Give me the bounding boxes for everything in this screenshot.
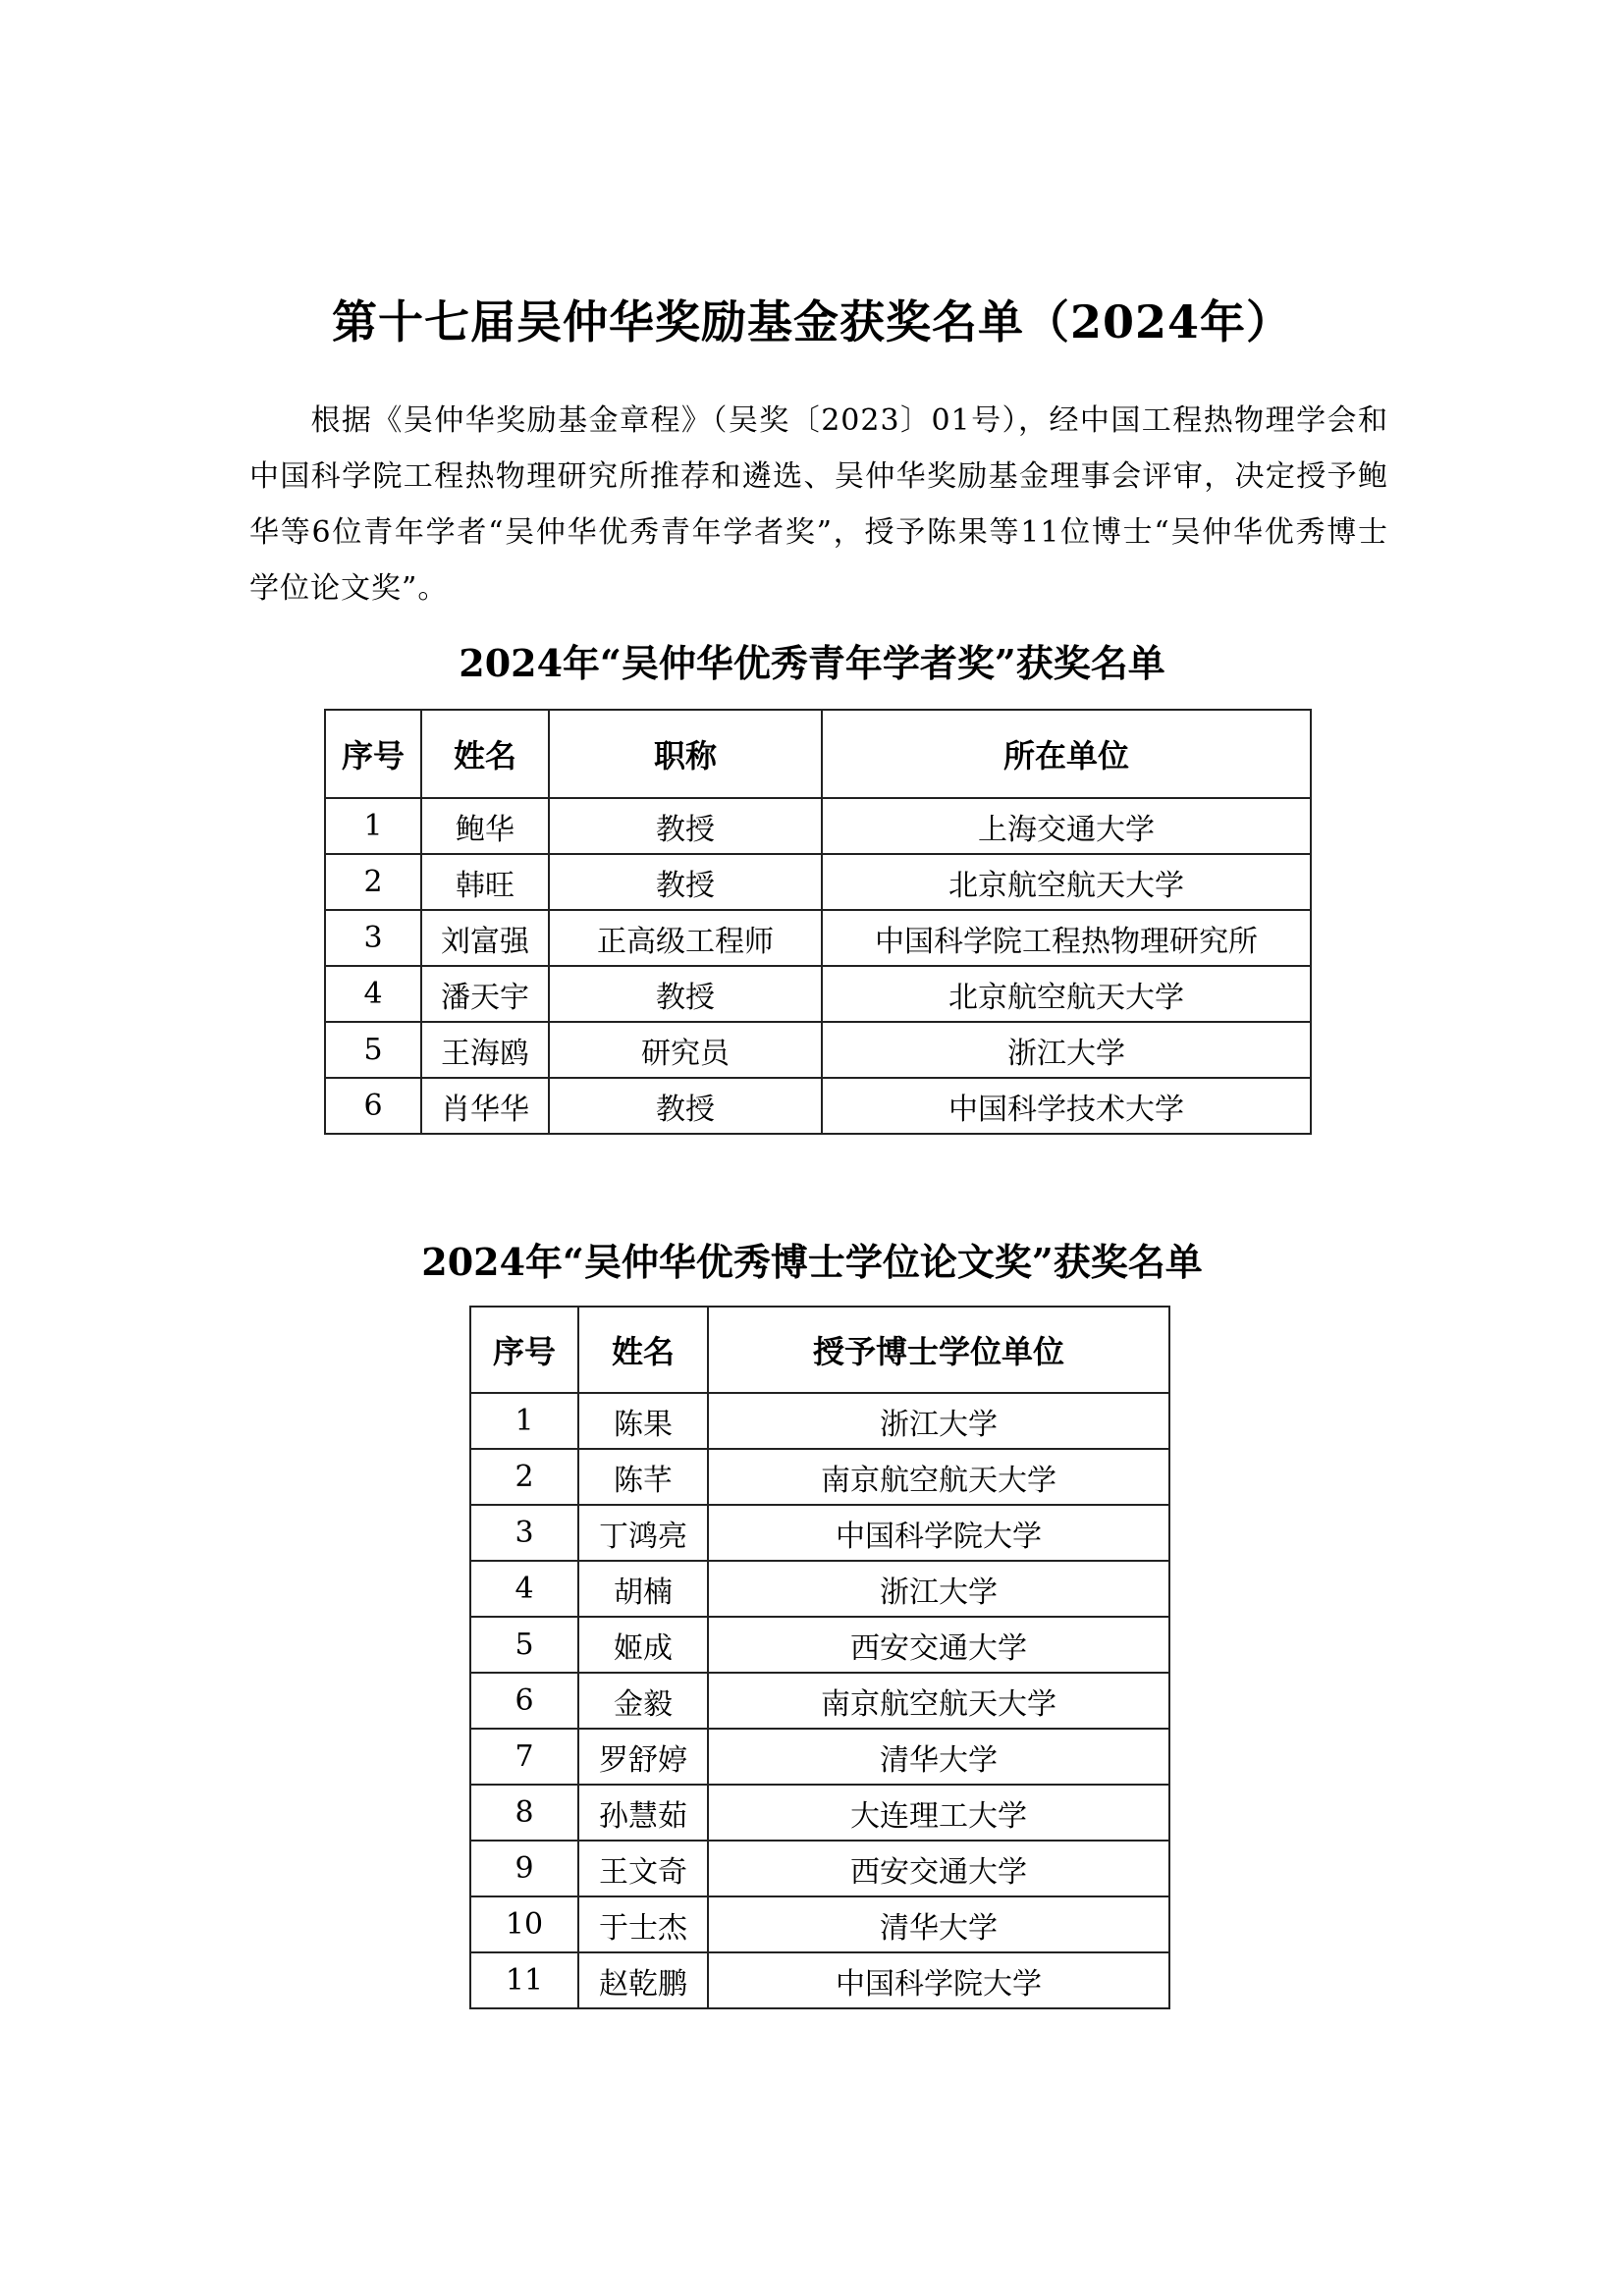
- document-title: 第十七届吴仲华奖励基金获奖名单（2024年）: [331, 295, 1293, 348]
- table-row: [325, 1022, 1311, 1078]
- cell-degree-unit: 清华大学: [708, 1896, 1169, 1952]
- doctoral-thesis-rows: [470, 1393, 1169, 2008]
- cell-name: 刘富强: [421, 910, 549, 966]
- cell-title: 教授: [549, 798, 822, 854]
- cell-affiliation: 北京航空航天大学: [822, 966, 1311, 1022]
- cell-degree-unit: 中国科学院大学: [708, 1952, 1169, 2008]
- cell-name: 肖华华: [421, 1078, 549, 1134]
- doctoral-thesis-table: [469, 1306, 1170, 2009]
- cell-degree-unit: 南京航空航天大学: [708, 1673, 1169, 1729]
- cell-index: 5: [325, 1022, 421, 1078]
- cell-title: 正高级工程师: [549, 910, 822, 966]
- table-row: [470, 1617, 1169, 1673]
- cell-name: 丁鸿亮: [578, 1505, 708, 1561]
- table-row: [470, 1896, 1169, 1952]
- cell-name: 韩旺: [421, 854, 549, 910]
- cell-index: 9: [470, 1841, 578, 1896]
- cell-name: 孙慧茹: [578, 1785, 708, 1841]
- table-row: [325, 966, 1311, 1022]
- cell-degree-unit: 南京航空航天大学: [708, 1449, 1169, 1505]
- cell-affiliation: 北京航空航天大学: [822, 854, 1311, 910]
- cell-affiliation: 中国科学技术大学: [822, 1078, 1311, 1134]
- cell-name: 赵乾鹏: [578, 1952, 708, 2008]
- cell-index: 1: [470, 1393, 578, 1449]
- young-scholar-table: [324, 709, 1312, 1135]
- cell-name: 金毅: [578, 1673, 708, 1729]
- table-row: [325, 854, 1311, 910]
- cell-degree-unit: 清华大学: [708, 1729, 1169, 1785]
- cell-index: 6: [325, 1078, 421, 1134]
- cell-degree-unit: 浙江大学: [708, 1393, 1169, 1449]
- cell-name: 陈芊: [578, 1449, 708, 1505]
- cell-index: 2: [325, 854, 421, 910]
- header-index: 序号: [470, 1307, 578, 1393]
- intro-paragraph-text: 根据《吴仲华奖励基金章程》（吴奖〔2023〕01号），经中国工程热物理学会和中国科学院工程热物理研究所推荐和遴选、吴仲华奖励基金理事会评审，决定授予鲍华等6位青年学者“吴仲华优秀青年学者奖”，授予陈果等11位博士“吴仲华优秀博士学位论文奖”。: [249, 403, 1388, 606]
- cell-name: 潘天宇: [421, 966, 549, 1022]
- header-degree-unit: 授予博士学位单位: [708, 1307, 1169, 1393]
- cell-index: 4: [325, 966, 421, 1022]
- cell-degree-unit: 中国科学院大学: [708, 1505, 1169, 1561]
- cell-degree-unit: 西安交通大学: [708, 1841, 1169, 1896]
- young-scholar-rows: [325, 798, 1311, 1134]
- cell-degree-unit: 浙江大学: [708, 1561, 1169, 1617]
- table-row: [470, 1561, 1169, 1617]
- table-row: [470, 1505, 1169, 1561]
- cell-index: 2: [470, 1449, 578, 1505]
- cell-index: 7: [470, 1729, 578, 1785]
- table-header-row: [470, 1307, 1169, 1393]
- cell-index: 3: [470, 1505, 578, 1561]
- cell-name: 胡楠: [578, 1561, 708, 1617]
- cell-degree-unit: 大连理工大学: [708, 1785, 1169, 1841]
- cell-affiliation: 中国科学院工程热物理研究所: [822, 910, 1311, 966]
- header-index: 序号: [325, 710, 421, 798]
- cell-title: 教授: [549, 854, 822, 910]
- cell-index: 11: [470, 1952, 578, 2008]
- cell-degree-unit: 西安交通大学: [708, 1617, 1169, 1673]
- cell-name: 陈果: [578, 1393, 708, 1449]
- cell-index: 5: [470, 1617, 578, 1673]
- cell-name: 王海鸥: [421, 1022, 549, 1078]
- table-row: [325, 910, 1311, 966]
- header-name: 姓名: [578, 1307, 708, 1393]
- table-row: [325, 1078, 1311, 1134]
- header-title: 职称: [549, 710, 822, 798]
- cell-name: 姬成: [578, 1617, 708, 1673]
- cell-index: 10: [470, 1896, 578, 1952]
- table-row: [470, 1952, 1169, 2008]
- header-name: 姓名: [421, 710, 549, 798]
- doctoral-thesis-heading: 2024年“吴仲华优秀博士学位论文奖”获奖名单: [421, 1240, 1203, 1284]
- table-row: [470, 1393, 1169, 1449]
- cell-index: 4: [470, 1561, 578, 1617]
- cell-index: 3: [325, 910, 421, 966]
- cell-affiliation: 上海交通大学: [822, 798, 1311, 854]
- cell-index: 1: [325, 798, 421, 854]
- cell-affiliation: 浙江大学: [822, 1022, 1311, 1078]
- intro-paragraph: [249, 393, 1388, 616]
- table-row: [470, 1841, 1169, 1896]
- cell-name: 王文奇: [578, 1841, 708, 1896]
- cell-index: 6: [470, 1673, 578, 1729]
- table-header-row: [325, 710, 1311, 798]
- cell-title: 教授: [549, 1078, 822, 1134]
- header-affiliation: 所在单位: [822, 710, 1311, 798]
- table-row: [470, 1729, 1169, 1785]
- cell-name: 于士杰: [578, 1896, 708, 1952]
- cell-index: 8: [470, 1785, 578, 1841]
- table-row: [325, 798, 1311, 854]
- cell-title: 研究员: [549, 1022, 822, 1078]
- cell-title: 教授: [549, 966, 822, 1022]
- table-row: [470, 1449, 1169, 1505]
- young-scholar-heading: 2024年“吴仲华优秀青年学者奖”获奖名单: [459, 641, 1165, 685]
- cell-name: 罗舒婷: [578, 1729, 708, 1785]
- table-row: [470, 1785, 1169, 1841]
- table-row: [470, 1673, 1169, 1729]
- cell-name: 鲍华: [421, 798, 549, 854]
